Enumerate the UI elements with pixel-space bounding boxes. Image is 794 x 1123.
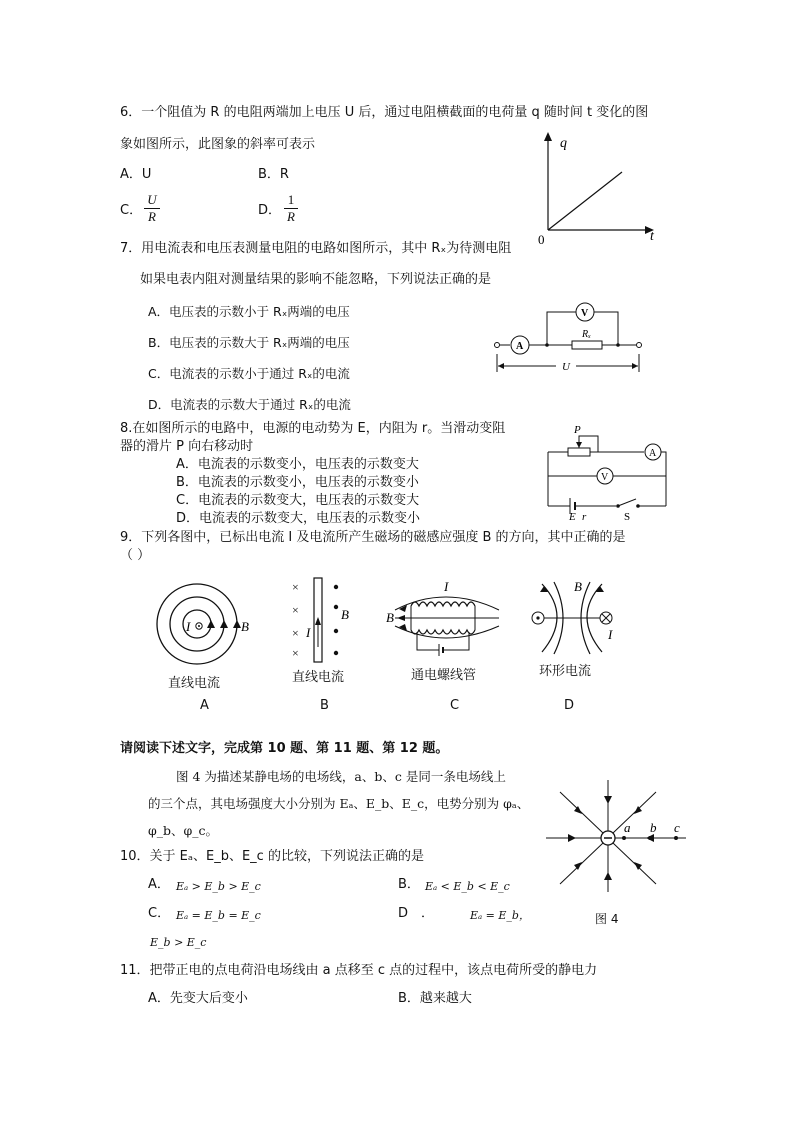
q9-figure-c-caption: 通电螺线管 [411,668,477,683]
q11-option-a: A．先变大后变小 [148,991,248,1006]
q8-option-d: D．电流表的示数变大，电压表的示数变小 [176,511,421,526]
q9c-field-label: B [386,610,394,625]
q6-option-d-numerator: 1 [287,192,295,207]
q6-option-c-fraction [144,193,160,224]
q6-origin-label: 0 [538,232,545,245]
q7-option-c: C．电流表的示数小于通过 Rₓ的电流 [148,366,350,381]
q8-emf-label: E [569,511,576,520]
q6-option-c-numerator: U [147,192,157,207]
q8-voltmeter-label: V [601,472,609,483]
q6-stem-line2: 象如图所示，此图象的斜率可表示 [120,137,316,152]
q7-stem-line2: 如果电表内阻对测量结果的影响不能忽略，下列说法正确的是 [140,272,492,287]
figure4-field-lines [538,780,688,895]
q10-option-d-expr: Eₐ = E_b， [470,909,530,922]
q8-slider-wire [579,436,598,452]
q10-option-c-expr: Eₐ = E_b = E_c [176,909,261,922]
q9b-current-arrow [315,617,321,625]
figure4-label-c: c [674,820,680,835]
q7-voltmeter-label: V [581,308,589,319]
passage-line3: φ_b、φ_c。 [148,823,219,838]
q10-option-b-label: B． [398,877,420,892]
q6-option-d-denominator: R [287,209,295,224]
passage-heading: 请阅读下述文字，完成第 10 题、第 11 题、第 12 题。 [120,741,449,756]
q9d-current-label: I [608,627,613,642]
q6-stem-line1: 6．一个阻值为 R 的电阻两端加上电压 U 后，通过电阻横截面的电荷量 q 随时间 t 变化的图 [120,105,649,120]
q10-option-d-expr-cont: E_b > E_c [150,936,207,949]
q9-figure-a-caption: 直线电流 [168,676,221,691]
q7-stem-line1: 7．用电流表和电压表测量电阻的电路如图所示，其中 Rₓ为待测电阻 [120,241,512,256]
q9-answer-paren: （ ） [120,548,151,563]
q6-option-d-fraction [284,193,298,224]
figure4-point-c [674,836,678,840]
q9-figure-b-letter: B [320,698,329,713]
q7-resistor [572,341,602,349]
q10-option-b-expr: Eₐ < E_b < E_c [425,880,510,893]
q9-figure-c-letter: C [450,698,460,713]
q6-option-c-denominator: R [148,209,156,224]
q7-ammeter-label: A [516,341,524,352]
q10-option-a-label: A． [148,877,170,892]
q6-qt-graph [538,130,668,245]
q7-option-a: A．电压表的示数小于 Rₓ两端的电压 [148,304,350,319]
q8-switch [618,499,636,506]
q9a-arrow-outer [233,620,241,628]
q8-circuit-diagram [540,420,670,520]
q7-option-d: D．电流表的示数大于通过 Rₓ的电流 [148,397,351,412]
q8-ammeter-label: A [649,448,657,459]
figure4-label-a: a [624,820,631,835]
q9-figure-d-letter: D [564,698,575,713]
q6-option-d-label: D． [258,203,282,218]
q9-figure-a-letter: A [200,698,209,713]
q9-figure-b [288,575,358,665]
q9a-arrow-inner [207,620,215,628]
q8-internal-label: r [582,511,587,520]
q8-option-c: C．电流表的示数变大，电压表的示数变大 [176,493,420,508]
svg-text:×: × [292,626,299,640]
q6-option-c-label: C． [120,203,143,218]
q8-option-b: B．电流表的示数变小，电压表的示数变小 [176,475,419,490]
q7-voltage-label: U [562,361,570,373]
q9c-solenoid-coil [411,602,475,606]
q6-graph-line [548,172,622,230]
q9b-dot [334,585,338,589]
q9c-field-arrow [397,615,405,621]
q8-option-a: A．电流表的示数变小，电压表的示数变大 [176,457,419,472]
q11-stem: 11．把带正电的点电荷沿电场线由 a 点移至 c 点的过程中，该点电荷所受的静电力 [120,963,598,978]
svg-text:×: × [292,603,299,617]
figure4-caption: 图 4 [595,912,619,926]
q10-option-c-label: C． [148,906,171,921]
q9a-field-label: B [241,619,249,634]
q6-y-label: q [560,136,567,151]
q8-slider-label: P [574,424,581,436]
q9-figure-d-caption: 环形电流 [539,664,592,679]
q9b-current-label: I [306,625,311,640]
q9d-field-label: B [574,579,582,594]
q9a-arrow-middle [220,620,228,628]
q6-option-b: B．R [258,167,289,182]
q9b-field-label: B [341,607,349,622]
q10-stem: 10．关于 Eₐ、E_b、E_c 的比较，下列说法正确的是 [120,849,424,864]
passage-line2: 的三个点，其电场强度大小分别为 Eₐ、E_b、E_c，电势分别为 φₐ、 [148,796,530,811]
q7-circuit-diagram [490,298,650,378]
q9-figure-b-caption: 直线电流 [292,670,345,685]
svg-text:×: × [292,646,299,660]
q7-option-b: B．电压表的示数大于 Rₓ两端的电压 [148,335,350,350]
q8-slider-arrow [576,442,582,448]
q7-right-terminal [637,343,642,348]
figure4-label-b: b [650,820,657,835]
q9c-current-label: I [444,579,449,594]
q9b-cross: × [292,580,299,594]
q6-x-label: t [650,229,654,244]
q8-stem-line1: 8.在如图所示的电路中，电源的电动势为 E，内阻为 r。当滑动变阻 [120,421,506,436]
q11-option-b: B．越来越大 [398,991,472,1006]
q8-rheostat [568,448,590,456]
figure4-point-b [648,836,652,840]
passage-line1: 图 4 为描述某静电场的电场线，a、b、c 是同一条电场线上 [176,769,506,784]
q9-figure-a [155,580,255,675]
q10-option-d-label: D ． [398,906,435,921]
q8-switch-label: S [624,511,631,520]
figure4-point-a [622,836,626,840]
q6-y-axis-arrow [544,132,552,141]
q6-option-a: A．U [120,167,152,182]
q9-figure-d [526,578,616,660]
q9a-current-label: I [186,619,191,634]
q9-stem: 9．下列各图中，已标出电流 I 及电流所产生磁场的磁感应强度 B 的方向，其中正确的是 [120,530,626,545]
q10-option-a-expr: Eₐ > E_b > E_c [176,880,261,893]
q7-resistor-label: Rₓ [582,329,591,340]
q7-left-terminal [495,343,500,348]
q9-figure-c [383,578,513,660]
q8-stem-line2: 器的滑片 P 向右移动时 [120,439,254,454]
